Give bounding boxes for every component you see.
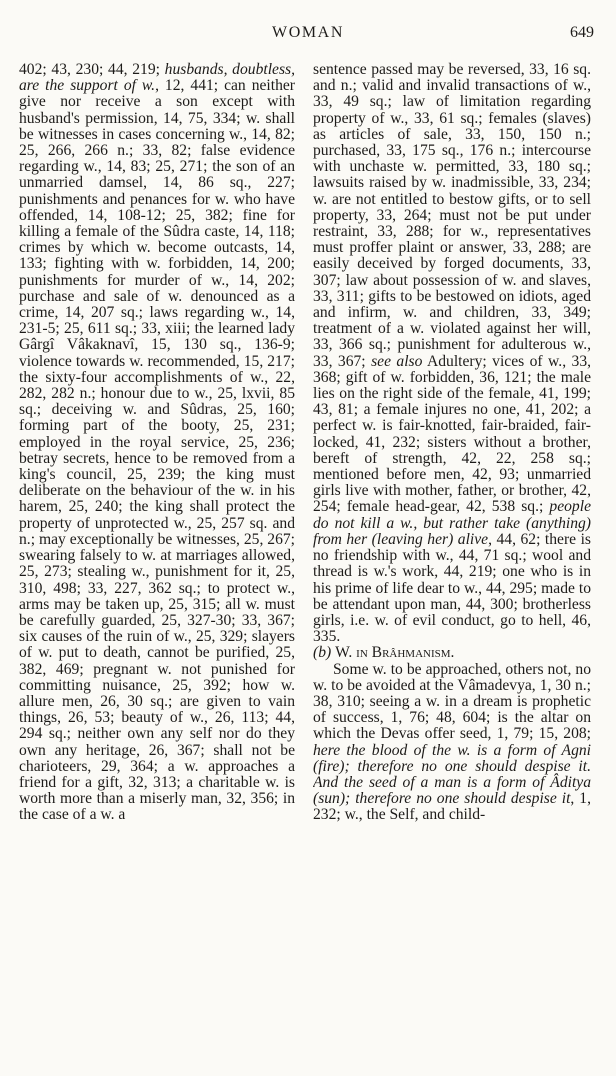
italic-text-segment: people do not kill a w., but rather take (anything) from her (leaving her) alive: [313, 498, 591, 548]
entry-paragraph: [19, 62, 295, 824]
running-title: WOMAN: [272, 24, 344, 41]
section-title: W. in Brâhmanism.: [335, 644, 455, 662]
text-segment: sentence passed may be reversed, 33, 16 sq. and n.; valid and invalid transactions of w., 33, 49 sq.; law of limitation regarding property of w., 33, 61 sq.; females (slaves) as articles of sale, 33, 150, 150 n.; purchased, 33, 175 sq., 176 n.; intercourse with unchaste w. permitted, 33, 180 sq.; lawsuits raised by w. inadmissible, 33, 234; w. are not entitled to bestow gifts, or to sell property, 33, 264; must not be put under restraint, 33, 288; for w., representatives must proffer plaint or answer, 33, 288; are easily deceived by forged documents, 33, 307; law about possession of w. and slaves, 33, 311; gifts to be bestowed on idiots, aged and infirm, w. and children, 33, 349; treatment of a w. violated against her will, 33, 366 sq.; punishment for adulterous w., 33, 367;: [313, 62, 591, 370]
text-segment: , 1, 232; w., the Self, and child-: [313, 790, 591, 824]
text-segment: Some w. to be approached, others not, no w. to be avoided at the Vâmadevya, 1, 30 n.; 38, 310; seeing a w. in a dream is prophetic of success, 1, 76; 48, 604; is the altar on which the Devas offer seed, 1, 79; 15, 208;: [313, 660, 591, 743]
left-column: [19, 62, 295, 1064]
text-segment: 402; 43, 230; 44, 219;: [19, 62, 165, 78]
text-segment: , 44, 62; there is no friendship with w., 44, 71 sq.; wool and thread is w.'s work, 44, 219; one who is in his prime of life dear to w., 44, 295; made to be attendant upon man, 44, 300; brotherless girls, i.e. w. of evil conduct, go to hell, 46, 335.: [313, 530, 591, 646]
page-number: 649: [570, 24, 594, 41]
page-header: [0, 24, 616, 46]
entry-paragraph: [313, 62, 591, 645]
text-segment: Adultery; vices of w., 33, 368; gift of w. forbidden, 36, 121; the male lies on the right side of the female, 41, 199; 43, 81; a female injures no one, 41, 202; a perfect w. is fair-knotted, fair-braided, fair-locked, 41, 232; sisters without a brother, bereft of strength, 42, 22, 258 sq.; mentioned before men, 42, 93; unmarried girls live with mother, father, or brother, 42, 254; female head-gear, 42, 538 sq.;: [313, 352, 591, 516]
italic-text-segment: husbands, doubtless, are the support of w.: [19, 62, 295, 95]
section-label: (b): [313, 644, 332, 662]
entry-paragraph: [313, 662, 591, 824]
italic-text-segment: see also: [371, 352, 423, 370]
right-column: [313, 62, 591, 1064]
italic-text-segment: here the blood of the w. is a form of Agni (fire); therefore no one should despise it. And the seed of a man is a form of Âditya (sun); therefore no one should despise it: [313, 741, 591, 808]
section-heading: [313, 645, 591, 661]
text-segment: , 12, 441; can neither give nor receive a son except with husband's permission, 14, 75, 334; w. shall be witnesses in cases concerning w., 14, 82; 25, 266, 266 n.; 33, 82; false evidence regarding w., 14, 83; 25, 271; the son of an unmarried damsel, 14, 86 sq., 227; punishments and penances for w. who have offended, 14, 108-12; 25, 382; fine for killing a female of the Sûdra caste, 14, 118; crimes by which w. become outcasts, 14, 133; fighting with w. forbidden, 14, 200; punishments for murder of w., 14, 202; purchase and sale of w. denounced as a crime, 14, 207 sq.; laws regarding w., 14, 231-5; 25, 611 sq.; 33, xiii; the learned lady Gârgî Vâkaknavî, 15, 130 sq., 136-9; violence towards w. recommended, 15, 217; the sixty-four accomplishments of w., 22, 282, 282 n.; honour due to w., 25, lxvii, 85 sq.; deceiving w. and Sûdras, 25, 160; forming part of the booty, 25, 231; employed in the royal service, 25, 236; betray secrets, hence to be removed from a king's council, 25, 239; the king must deliberate on the behaviour of the w. in his harem, 25, 240; the king shall protect the property of unprotected w., 25, 257 sq. and n.; may exceptionally be witnesses, 25, 267; swearing falsely to w. at marriages allowed, 25, 273; stealing w., punishment for it, 25, 310, 498; 33, 227, 362 sq.; to protect w., arms may be taken up, 25, 315; all w. must be carefully guarded, 25, 327-30; 33, 367; six causes of the ruin of w., 25, 329; slayers of w. put to death, cannot be purified, 25, 382, 469; pregnant w. not punished for committing nuisance, 25, 392; how w. allure men, 26, 30 sq.; are given to vain things, 26, 53; beauty of w., 26, 113; 44, 294 sq.; neither own any self nor do they own any heritage, 26, 367; shall not be charioteers, 29, 364; a w. approaches a friend for a gift, 32, 313; a charitable w. is worth more than a miserly man, 32, 356; in the case of a w. a: [19, 77, 295, 824]
